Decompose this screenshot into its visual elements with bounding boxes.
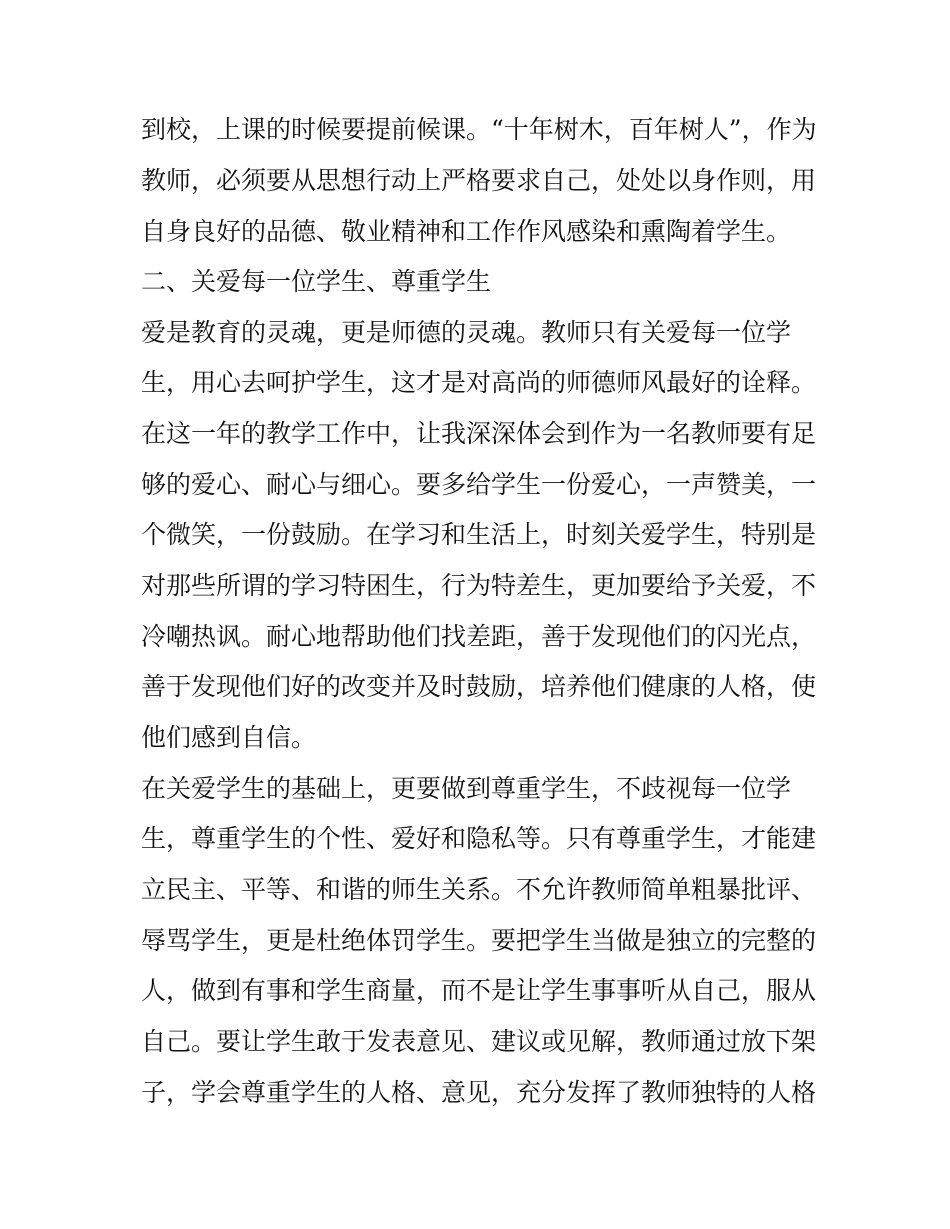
text-line: 冷嘲热讽。耐心地帮助他们找差距，善于发现他们的闪光点， bbox=[141, 622, 817, 651]
text-line: 到校，上课的时候要提前候课。“十年树木，百年树人”，作为 bbox=[141, 115, 817, 144]
text-line: 人，做到有事和学生商量，而不是让学生事事听从自己，服从 bbox=[141, 976, 817, 1005]
text-line: 立民主、平等、和谐的师生关系。不允许教师简单粗暴批评、 bbox=[141, 875, 817, 904]
text-line: 善于发现他们好的改变并及时鼓励，培养他们健康的人格，使 bbox=[141, 672, 817, 701]
text-line: 够的爱心、耐心与细心。要多给学生一份爱心，一声赞美，一 bbox=[141, 470, 817, 499]
text-line: 爱是教育的灵魂，更是师德的灵魂。教师只有关爱每一位学 bbox=[141, 318, 792, 347]
text-line: 辱骂学生，更是杜绝体罚学生。要把学生当做是独立的完整的 bbox=[141, 926, 817, 955]
text-line: 个微笑，一份鼓励。在学习和生活上，时刻关爱学生，特别是 bbox=[141, 520, 817, 549]
text-line: 在关爱学生的基础上，更要做到尊重学生，不歧视每一位学 bbox=[141, 774, 792, 803]
text-line: 教师，必须要从思想行动上严格要求自己，处处以身作则，用 bbox=[141, 166, 817, 195]
text-line: 生，尊重学生的个性、爱好和隐私等。只有尊重学生，才能建 bbox=[141, 824, 817, 853]
text-line: 自己。要让学生敢于发表意见、建议或见解，教师通过放下架 bbox=[141, 1027, 817, 1056]
text-line: 他们感到自信。 bbox=[141, 723, 317, 752]
text-line: 自身良好的品德、敬业精神和工作作风感染和熏陶着学生。 bbox=[141, 217, 792, 246]
section-heading: 二、关爱每一位学生、尊重学生 bbox=[141, 267, 492, 296]
text-line: 生，用心去呵护学生，这才是对高尚的师德师风最好的诠释。 bbox=[141, 368, 817, 397]
text-line: 对那些所谓的学习特困生，行为特差生，更加要给予关爱，不 bbox=[141, 571, 817, 600]
text-line: 在这一年的教学工作中，让我深深体会到作为一名教师要有足 bbox=[141, 419, 817, 448]
text-line: 子，学会尊重学生的人格、意见，充分发挥了教师独特的人格 bbox=[141, 1078, 817, 1107]
